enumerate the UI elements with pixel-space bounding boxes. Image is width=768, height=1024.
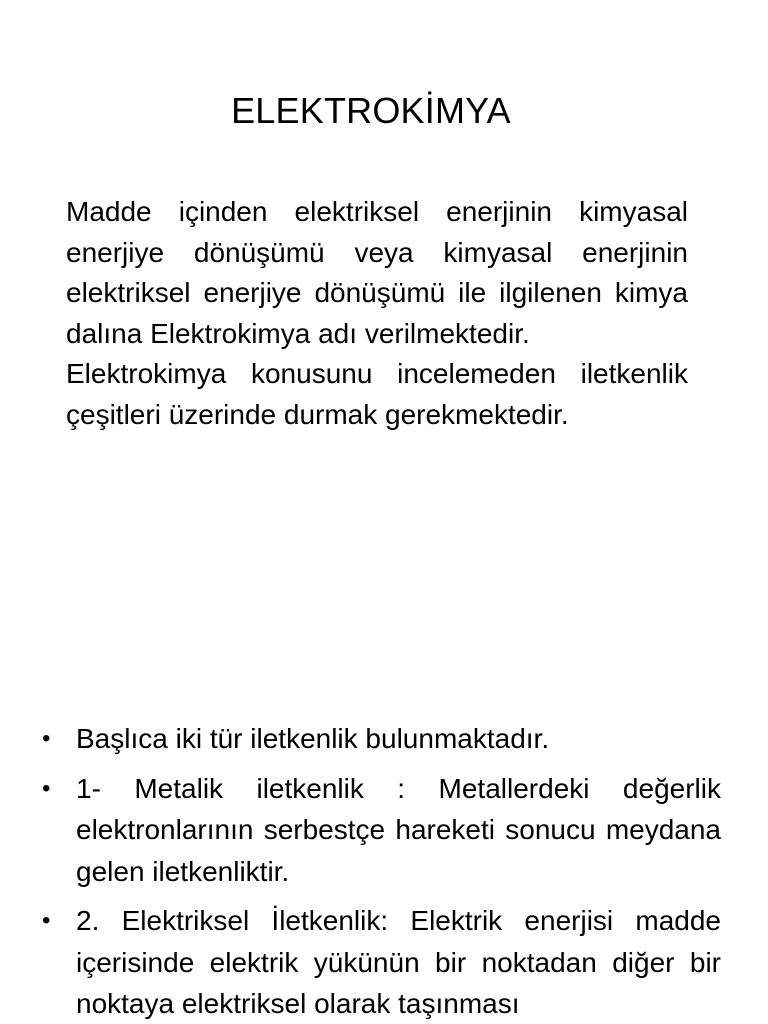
intro-text bbox=[66, 192, 688, 435]
intro-paragraph-conductivity: Elektrokimya konusunu incelemeden iletkenlik çeşitleri üzerinde durmak gerekmektedir. bbox=[66, 358, 688, 430]
page-title: ELEKTROKİMYA bbox=[231, 90, 511, 131]
bullet-icon: • bbox=[42, 774, 51, 802]
bullet-text: 2. Elektriksel İletkenlik: Elektrik enerjisi madde içerisinde elektrik yükünün bir noktadan diğer bir noktaya elektriksel olarak taşınması bbox=[76, 905, 721, 1019]
intro-paragraph-definition: Madde içinden elektriksel enerjinin kimyasal enerjiye dönüşümü veya kimyasal enerjinin elektriksel enerjiye dönüşümü ile ilgilenen kimya dalına Elektrokimya adı verilmektedir. bbox=[66, 196, 688, 349]
list-item bbox=[40, 900, 721, 1024]
list-item bbox=[40, 718, 721, 760]
bullet-icon: • bbox=[42, 907, 51, 934]
bullet-list bbox=[40, 718, 721, 1024]
list-item bbox=[40, 768, 721, 893]
bullet-text: 1- Metalik iletkenlik : Metallerdeki değerlik elektronlarının serbestçe hareketi sonucu meydana gelen iletkenliktir. bbox=[76, 772, 721, 887]
bullet-text: Başlıca iki tür iletkenlik bulunmaktadır. bbox=[76, 723, 550, 754]
bullet-icon: • bbox=[42, 725, 51, 752]
